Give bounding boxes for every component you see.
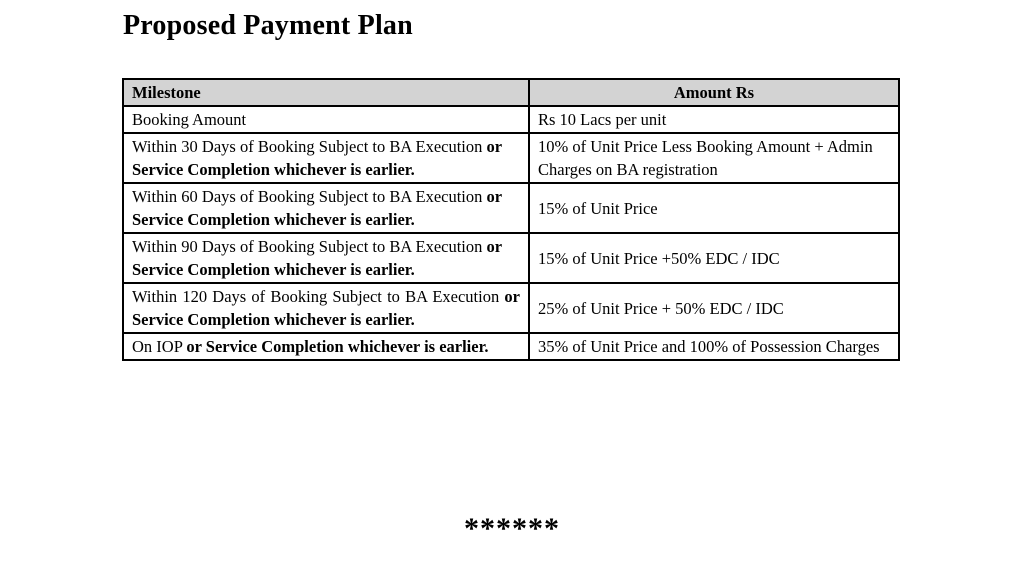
amount-cell: 10% of Unit Price Less Booking Amount + Admin Charges on BA registration: [529, 133, 899, 183]
amount-cell: 25% of Unit Price + 50% EDC / IDC: [529, 283, 899, 333]
table-row: [123, 133, 899, 183]
milestone-cell: On IOP or Service Completion whichever is earlier.: [123, 333, 529, 360]
milestone-cell: Within 90 Days of Booking Subject to BA Execution or Service Completion whichever is earlier.: [123, 233, 529, 283]
header-row: [123, 79, 899, 106]
payment-table-body: [123, 106, 899, 360]
footer-separator: ******: [464, 512, 560, 545]
milestone-cell: Within 60 Days of Booking Subject to BA Execution or Service Completion whichever is earlier.: [123, 183, 529, 233]
milestone-cell: Booking Amount: [123, 106, 529, 133]
amount-cell: 15% of Unit Price: [529, 183, 899, 233]
payment-plan-table: [122, 78, 900, 361]
table-row: [123, 183, 899, 233]
page-title: Proposed Payment Plan: [123, 10, 413, 41]
milestone-column-header: Milestone: [123, 79, 529, 106]
payment-table-header: [123, 79, 899, 106]
table-row: [123, 333, 899, 360]
amount-cell: Rs 10 Lacs per unit: [529, 106, 899, 133]
milestone-cell: Within 30 Days of Booking Subject to BA Execution or Service Completion whichever is earlier.: [123, 133, 529, 183]
table-row: [123, 106, 899, 133]
table-row: [123, 283, 899, 333]
amount-column-header: Amount Rs: [529, 79, 899, 106]
amount-cell: 35% of Unit Price and 100% of Possession Charges: [529, 333, 899, 360]
milestone-cell: Within 120 Days of Booking Subject to BA Execution or Service Completion whichever is earlier.: [123, 283, 529, 333]
table-row: [123, 233, 899, 283]
amount-cell: 15% of Unit Price +50% EDC / IDC: [529, 233, 899, 283]
